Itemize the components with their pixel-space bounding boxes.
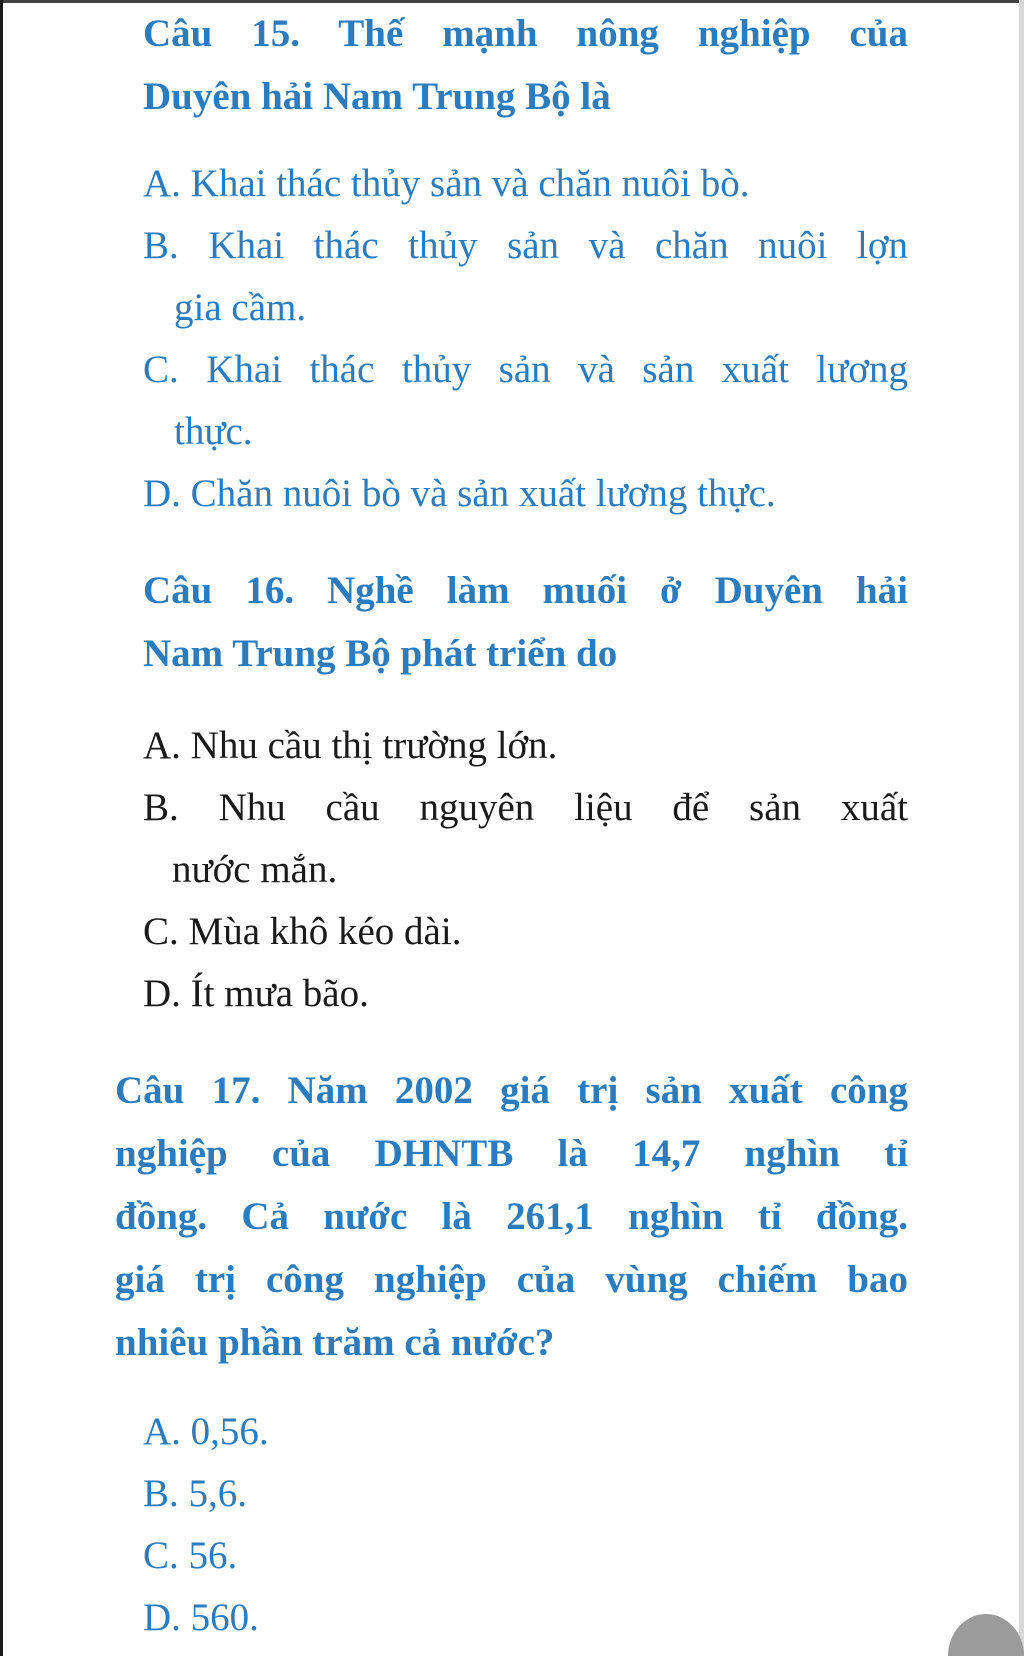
question-15-option-d: D. Chăn nuôi bò và sản xuất lương thực. <box>143 472 776 515</box>
question-17-option-d: D. 560. <box>143 1596 259 1639</box>
question-16-title <box>143 559 908 685</box>
question-17-option-c: C. 56. <box>143 1534 238 1577</box>
question-15-title-line-1: Câu 15. Thế mạnh nông nghiệp của <box>143 12 908 55</box>
question-17-title-line-5: nhiêu phần trăm cả nước? <box>115 1321 555 1364</box>
floating-scroll-button[interactable] <box>948 1614 1024 1656</box>
question-15-option-b-line-1 <box>143 215 908 277</box>
question-16-option-b-line-1 <box>143 777 908 839</box>
question-15-option-b-line-2: gia cầm. <box>174 286 307 329</box>
question-15-option-a: A. Khai thác thủy sản và chăn nuôi bò. <box>143 162 750 205</box>
question-16-option-d: D. Ít mưa bão. <box>143 972 369 1015</box>
question-16-option-b-text-1: B. Nhu cầu nguyên liệu để sản xuất <box>143 786 908 829</box>
question-17-option-a: A. 0,56. <box>143 1410 269 1453</box>
question-15-option-c-line-1 <box>143 339 908 401</box>
question-16-title-line-1: Câu 16. Nghề làm muối ở Duyên hải <box>143 569 908 612</box>
question-15-option-b-text-1: B. Khai thác thủy sản và chăn nuôi lợn <box>143 224 908 267</box>
question-16-option-a: A. Nhu cầu thị trường lớn. <box>143 724 558 767</box>
question-17-title-line-1: Câu 17. Năm 2002 giá trị sản xuất công <box>115 1069 908 1112</box>
question-15-title <box>143 2 908 128</box>
question-15-title-line-2: Duyên hải Nam Trung Bộ là <box>143 75 611 118</box>
left-edge <box>0 0 3 1656</box>
question-16-title-line-2: Nam Trung Bộ phát triển do <box>143 632 618 675</box>
question-17-title-line-2: nghiệp của DHNTB là 14,7 nghìn tỉ <box>115 1132 908 1175</box>
question-17-title-line-4: giá trị công nghiệp của vùng chiếm bao <box>115 1258 908 1301</box>
question-16-option-c: C. Mùa khô kéo dài. <box>143 910 462 953</box>
question-17-title <box>115 1059 908 1374</box>
right-edge <box>1019 0 1024 1656</box>
question-17-title-line-3: đồng. Cả nước là 261,1 nghìn tỉ đồng. <box>115 1195 908 1238</box>
question-15-option-c-line-2: thực. <box>174 410 253 453</box>
question-15-option-c-text-1: C. Khai thác thủy sản và sản xuất lương <box>143 348 908 391</box>
question-17-option-b: B. 5,6. <box>143 1472 248 1515</box>
question-16-option-b-line-2: nước mắn. <box>172 848 338 891</box>
